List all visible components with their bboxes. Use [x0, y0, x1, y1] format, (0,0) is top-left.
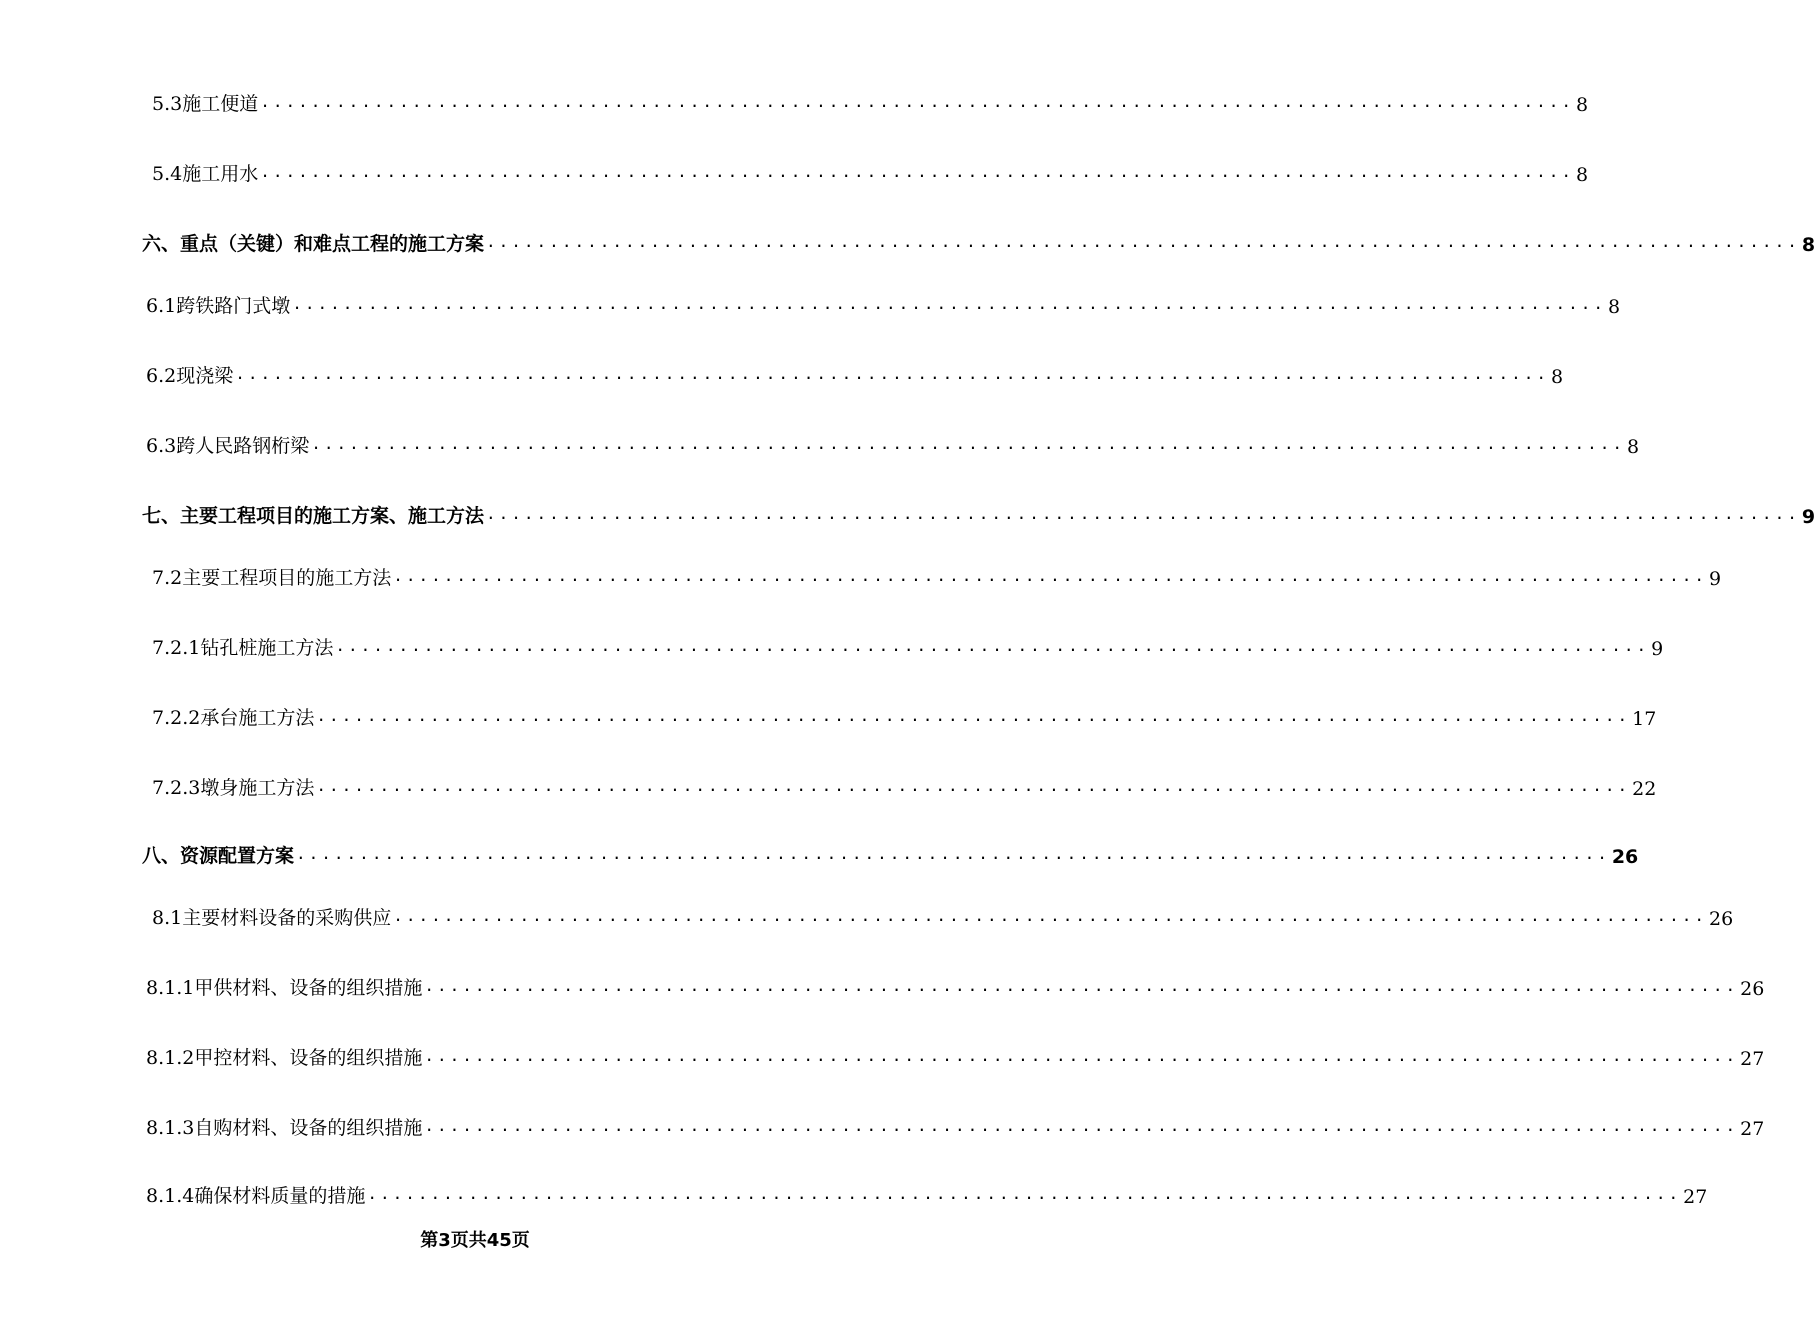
toc-leader-dots: ........................................................................................................: [260, 162, 1575, 181]
toc-entry-page: 17: [1632, 708, 1657, 730]
toc-entry-page: 8: [1551, 366, 1564, 388]
toc-entry-title: 六、重点（关键）和难点工程的施工方案: [142, 233, 485, 255]
toc-entry-page: 9: [1651, 638, 1664, 660]
toc-entry-page: 26: [1611, 846, 1639, 868]
toc-entry-title: 8.1主要材料设备的采购供应: [152, 907, 392, 929]
toc-entry-title: 7.2.1钻孔桩施工方法: [152, 637, 334, 659]
toc-entry-page: 8: [1627, 436, 1640, 458]
toc-entry[interactable]: [152, 770, 1657, 800]
toc-entry-page: 27: [1740, 1118, 1765, 1140]
toc-entry-page: 22: [1632, 778, 1657, 800]
toc-leader-dots: ........................................................................................................: [335, 636, 1650, 655]
toc-entry[interactable]: [152, 86, 1589, 116]
toc-entry[interactable]: [146, 1040, 1765, 1070]
toc-entry-title: 7.2.2承台施工方法: [152, 707, 315, 729]
toc-entry-title: 6.1跨铁路门式墩: [146, 295, 291, 317]
toc-entry[interactable]: [152, 900, 1734, 930]
toc-entry-page: 8: [1576, 94, 1589, 116]
toc-leader-dots: ........................................................................................................: [296, 844, 1610, 863]
toc-entry-page: 9: [1709, 568, 1722, 590]
toc-leader-dots: ........................................................................................................: [260, 92, 1575, 111]
toc-chapter-entry[interactable]: [142, 838, 1639, 868]
toc-entry-title: 8.1.2甲控材料、设备的组织措施: [146, 1047, 423, 1069]
toc-entry[interactable]: [152, 560, 1722, 590]
toc-leader-dots: ........................................................................................................: [486, 232, 1800, 251]
toc-entry[interactable]: [146, 1110, 1765, 1140]
toc-entry-page: 27: [1683, 1186, 1708, 1208]
toc-leader-dots: ........................................................................................................: [316, 776, 1631, 795]
toc-leader-dots: ........................................................................................................: [486, 504, 1800, 523]
toc-entry-page: 8: [1801, 234, 1815, 256]
toc-chapter-entry[interactable]: [142, 498, 1815, 528]
toc-leader-dots: ........................................................................................................: [424, 1046, 1739, 1065]
toc-leader-dots: ........................................................................................................: [292, 294, 1607, 313]
toc-entry-page: 8: [1608, 296, 1621, 318]
toc-entry-page: 8: [1576, 164, 1589, 186]
toc-entry-title: 6.3跨人民路钢桁梁: [146, 435, 310, 457]
toc-entry-title: 8.1.4确保材料质量的措施: [146, 1185, 366, 1207]
toc-chapter-entry[interactable]: [142, 226, 1815, 256]
toc-entry[interactable]: [152, 700, 1657, 730]
toc-leader-dots: ........................................................................................................: [393, 906, 1708, 925]
toc-entry[interactable]: [146, 428, 1640, 458]
toc-entry-title: 6.2现浇梁: [146, 365, 234, 387]
toc-entry-title: 5.3施工便道: [152, 93, 259, 115]
toc-entry-title: 8.1.1甲供材料、设备的组织措施: [146, 977, 423, 999]
toc-entry-title: 5.4施工用水: [152, 163, 259, 185]
toc-leader-dots: ........................................................................................................: [311, 434, 1626, 453]
toc-leader-dots: ........................................................................................................: [235, 364, 1550, 383]
toc-leader-dots: ........................................................................................................: [424, 976, 1739, 995]
toc-entry[interactable]: [152, 156, 1589, 186]
toc-entry-page: 26: [1740, 978, 1765, 1000]
toc-entry[interactable]: [152, 630, 1664, 660]
toc-entry[interactable]: [146, 358, 1564, 388]
toc-entry-title: 七、主要工程项目的施工方案、施工方法: [142, 505, 485, 527]
toc-entry-page: 26: [1709, 908, 1734, 930]
toc-leader-dots: ........................................................................................................: [393, 566, 1708, 585]
toc-entry[interactable]: [146, 970, 1765, 1000]
toc-entry-title: 八、资源配置方案: [142, 845, 295, 867]
toc-leader-dots: ........................................................................................................: [367, 1184, 1682, 1203]
toc-entry[interactable]: [146, 1178, 1708, 1208]
toc-leader-dots: ........................................................................................................: [424, 1116, 1739, 1135]
toc-entry-page: 27: [1740, 1048, 1765, 1070]
toc-entry[interactable]: [146, 288, 1621, 318]
page-footer: 第3页共45页: [420, 1230, 530, 1251]
toc-entry-title: 7.2.3墩身施工方法: [152, 777, 315, 799]
toc-entry-title: 7.2主要工程项目的施工方法: [152, 567, 392, 589]
toc-entry-page: 9: [1801, 506, 1815, 528]
toc-entry-title: 8.1.3自购材料、设备的组织措施: [146, 1117, 423, 1139]
toc-leader-dots: ........................................................................................................: [316, 706, 1631, 725]
